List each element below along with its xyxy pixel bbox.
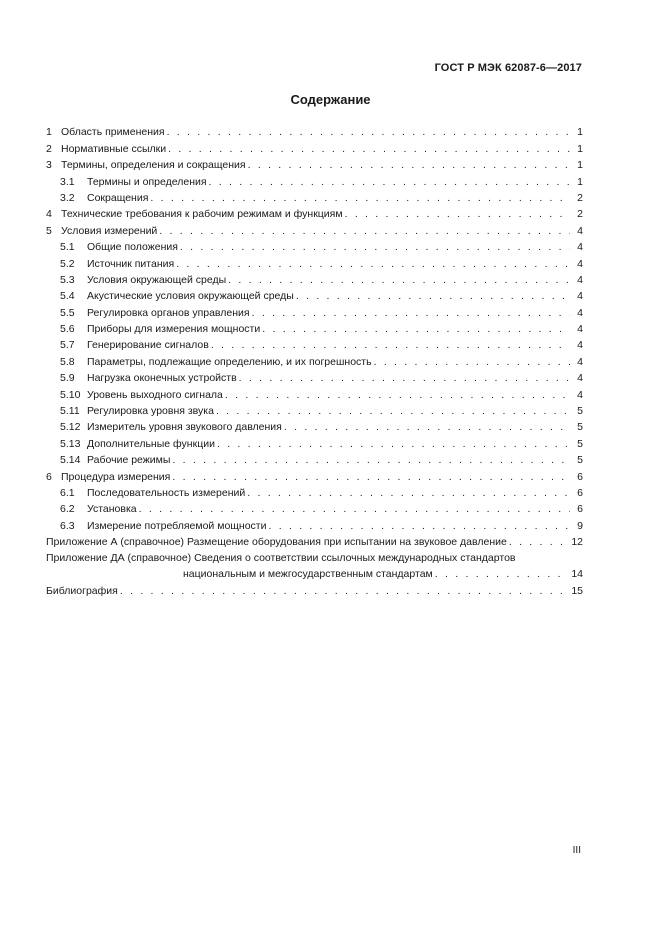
dot-leader xyxy=(168,143,570,155)
dot-leader xyxy=(435,568,569,580)
toc-entry[interactable] xyxy=(46,302,583,318)
toc-entry-number: 6 xyxy=(46,470,52,483)
toc-entry[interactable] xyxy=(46,433,583,449)
toc-entry-title: Акустические условия окружающей среды xyxy=(87,290,294,303)
toc-entry-page: 4 xyxy=(577,224,583,237)
toc-entry-page: 5 xyxy=(577,405,583,418)
dot-leader xyxy=(374,356,570,368)
toc-entry-title: Дополнительные функции xyxy=(87,437,215,450)
toc-entry-page: 14 xyxy=(571,568,583,581)
dot-leader xyxy=(248,159,570,171)
toc-entry-title: Библиография xyxy=(46,584,118,597)
toc-entry-number: 5.2 xyxy=(60,257,75,270)
toc-entry-page: 5 xyxy=(577,454,583,467)
toc-entry[interactable] xyxy=(46,450,583,466)
toc-entry-number: 5.11 xyxy=(60,405,80,418)
toc-entry[interactable] xyxy=(46,351,583,367)
toc-entry-title: Последовательность измерений xyxy=(87,486,246,499)
toc-entry-title: Генерирование сигналов xyxy=(87,339,209,352)
dot-leader xyxy=(209,176,570,188)
dot-leader xyxy=(172,471,570,483)
dot-leader xyxy=(268,520,570,532)
dot-leader xyxy=(180,241,570,253)
toc-entry[interactable] xyxy=(46,138,583,154)
toc-entry-page: 5 xyxy=(577,437,583,450)
toc-entry-page: 1 xyxy=(577,159,583,172)
dot-leader xyxy=(139,503,570,515)
dot-leader xyxy=(345,208,570,220)
dot-leader xyxy=(176,258,570,270)
toc-entry-title: Условия окружающей среды xyxy=(87,273,227,286)
toc-entry-number: 4 xyxy=(46,208,52,221)
toc-entry[interactable] xyxy=(46,171,583,187)
dot-leader xyxy=(172,454,570,466)
toc-entry[interactable] xyxy=(46,220,583,236)
toc-entry[interactable] xyxy=(46,580,583,596)
toc-entry-page: 4 xyxy=(577,273,583,286)
toc-entry-number: 2 xyxy=(46,142,52,155)
toc-entry-number: 3 xyxy=(46,159,52,172)
toc-entry-page: 6 xyxy=(577,470,583,483)
toc-entry[interactable] xyxy=(46,319,583,335)
toc-entry-number: 5.3 xyxy=(60,273,75,286)
toc-entry-page: 1 xyxy=(577,142,583,155)
table-of-contents xyxy=(46,122,583,597)
toc-entry-title: Рабочие режимы xyxy=(87,454,171,467)
toc-entry-number: 5.6 xyxy=(60,323,75,336)
dot-leader xyxy=(217,438,570,450)
toc-entry-page: 6 xyxy=(577,486,583,499)
dot-leader xyxy=(120,585,568,597)
toc-entry-page: 2 xyxy=(577,191,583,204)
dot-leader xyxy=(228,274,570,286)
toc-entry-number: 5.4 xyxy=(60,290,75,303)
toc-entry[interactable] xyxy=(46,401,583,417)
toc-entry[interactable] xyxy=(46,384,583,400)
page-title: Содержание xyxy=(290,92,371,107)
toc-entry-title: Процедура измерения xyxy=(61,470,171,483)
dot-leader xyxy=(150,192,570,204)
toc-entry[interactable] xyxy=(46,483,583,499)
toc-entry-title: Условия измерений xyxy=(61,224,158,237)
toc-entry[interactable] xyxy=(46,122,583,138)
toc-entry[interactable] xyxy=(46,270,583,286)
toc-entry-page: 2 xyxy=(577,208,583,221)
toc-entry-page: 5 xyxy=(577,421,583,434)
toc-entry[interactable] xyxy=(46,204,583,220)
toc-entry-title-continued: национальным и межгосударственным стандартам xyxy=(183,568,433,581)
toc-entry-number: 5.8 xyxy=(60,355,75,368)
toc-entry-page: 4 xyxy=(577,355,583,368)
toc-entry-page: 4 xyxy=(577,290,583,303)
toc-entry-title: Уровень выходного сигнала xyxy=(87,388,223,401)
toc-entry[interactable] xyxy=(46,532,583,548)
toc-entry-title: Параметры, подлежащие определению, и их погрешность xyxy=(87,355,372,368)
toc-entry-title: Нормативные ссылки xyxy=(61,142,167,155)
toc-entry-number: 5.13 xyxy=(60,437,81,450)
toc-entry-number: 5.10 xyxy=(60,388,81,401)
toc-entry-number: 3.2 xyxy=(60,191,75,204)
dot-leader xyxy=(247,487,570,499)
toc-entry-page: 4 xyxy=(577,339,583,352)
toc-entry-title: Термины, определения и сокращения xyxy=(61,159,246,172)
dot-leader xyxy=(509,536,568,548)
toc-entry-title: Приложение А (справочное) Размещение оборудования при испытании на звуковое давление xyxy=(46,536,507,549)
toc-entry-page: 4 xyxy=(577,306,583,319)
toc-entry-title: Регулировка органов управления xyxy=(87,306,250,319)
toc-entry-page: 9 xyxy=(577,519,583,532)
toc-entry[interactable] xyxy=(46,548,583,580)
toc-entry-title: Регулировка уровня звука xyxy=(87,405,214,418)
toc-entry-number: 3.1 xyxy=(60,175,75,188)
toc-entry-title: Приборы для измерения мощности xyxy=(87,323,261,336)
dot-leader xyxy=(296,290,570,302)
toc-entry[interactable] xyxy=(46,335,583,351)
toc-entry-number: 5.12 xyxy=(60,421,81,434)
toc-entry-page: 12 xyxy=(571,536,583,549)
toc-entry-title: Общие положения xyxy=(87,241,178,254)
toc-entry-number: 6.1 xyxy=(60,486,75,499)
toc-entry-number: 1 xyxy=(46,126,52,139)
toc-entry-number: 6.3 xyxy=(60,519,75,532)
dot-leader xyxy=(284,421,570,433)
toc-entry-title: Измеритель уровня звукового давления xyxy=(87,421,282,434)
toc-entry-title: Нагрузка оконечных устройств xyxy=(87,372,237,385)
dot-leader xyxy=(225,389,570,401)
toc-entry[interactable] xyxy=(46,237,583,253)
dot-leader xyxy=(239,372,570,384)
toc-entry-number: 6.2 xyxy=(60,503,75,516)
dot-leader xyxy=(167,126,570,138)
toc-entry-title: Сокращения xyxy=(87,191,149,204)
toc-entry-page: 4 xyxy=(577,323,583,336)
toc-entry[interactable] xyxy=(46,188,583,204)
toc-entry[interactable] xyxy=(46,417,583,433)
toc-entry-page: 6 xyxy=(577,503,583,516)
toc-entry-number: 5.7 xyxy=(60,339,75,352)
page-number: III xyxy=(572,845,581,856)
toc-entry-number: 5.5 xyxy=(60,306,75,319)
toc-entry-title: Измерение потребляемой мощности xyxy=(87,519,267,532)
toc-entry-page: 1 xyxy=(577,126,583,139)
dot-leader xyxy=(216,405,570,417)
toc-entry[interactable] xyxy=(46,286,583,302)
toc-entry-title: Установка xyxy=(87,503,137,516)
toc-entry[interactable] xyxy=(46,253,583,269)
toc-entry-page: 4 xyxy=(577,372,583,385)
toc-entry-title: Технические требования к рабочим режимам и функциям xyxy=(61,208,343,221)
toc-entry-page: 4 xyxy=(577,388,583,401)
toc-entry[interactable] xyxy=(46,515,583,531)
dot-leader xyxy=(262,323,570,335)
toc-entry-page: 15 xyxy=(571,584,583,597)
toc-entry-title: Источник питания xyxy=(87,257,175,270)
toc-entry[interactable] xyxy=(46,466,583,482)
toc-entry[interactable] xyxy=(46,499,583,515)
toc-entry-number: 5.9 xyxy=(60,372,75,385)
dot-leader xyxy=(159,225,570,237)
toc-entry-number: 5.14 xyxy=(60,454,81,467)
document-header: ГОСТ Р МЭК 62087-6—2017 xyxy=(434,62,582,74)
toc-entry[interactable] xyxy=(46,155,583,171)
toc-entry-page: 4 xyxy=(577,241,583,254)
dot-leader xyxy=(252,307,570,319)
toc-entry-title: Термины и определения xyxy=(87,175,207,188)
toc-entry-number: 5 xyxy=(46,224,52,237)
toc-entry-title: Приложение ДА (справочное) Сведения о соответствии ссылочных международных стандартов xyxy=(46,552,516,565)
toc-entry-title: Область применения xyxy=(61,126,165,139)
dot-leader xyxy=(211,339,570,351)
toc-entry-page: 4 xyxy=(577,257,583,270)
toc-entry-page: 1 xyxy=(577,175,583,188)
toc-entry-number: 5.1 xyxy=(60,241,75,254)
toc-entry[interactable] xyxy=(46,368,583,384)
